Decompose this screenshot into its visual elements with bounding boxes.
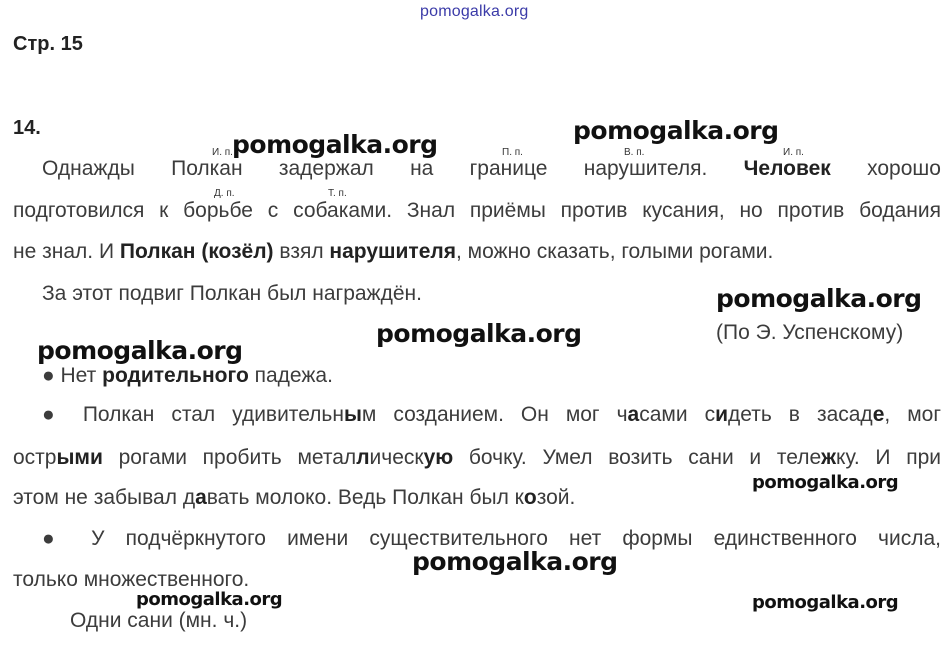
bold-run: а [627,403,640,426]
text-run: этом не забывал д [13,486,196,509]
text-run: м созданием. Он мог ч [361,403,628,426]
bold-run: е [872,403,885,426]
task-number: 14. [13,117,41,139]
word: Полкан [171,157,243,180]
bold-run: ж [821,446,837,469]
bold-run: о [523,486,537,509]
text-run: борьбе [183,199,253,222]
bold-run: ую [423,446,454,469]
bullet-2-line-2 [13,446,941,470]
text-run: подготовился к [13,199,184,222]
bold-run: ыми [56,446,103,469]
watermark: pomogalka.org [752,592,899,613]
story-line-4: За этот подвиг Полкан был награждён. [42,282,422,305]
text-run: зой. [536,486,576,509]
bold-run: и [715,403,728,426]
grammar-mark-pp: П. п. [502,147,523,158]
grammar-mark-dp: Д. п. [214,188,235,199]
text-run: взял [273,240,330,263]
text-run: деть в засад [728,403,873,426]
watermark: pomogalka.org [716,284,922,313]
bold-run: а [195,486,207,509]
text-run: вать молоко. Ведь Полкан был к [206,486,524,509]
watermark: pomogalka.org [752,472,899,493]
bullet-1 [42,364,333,388]
story-line-2 [13,199,941,223]
watermark: pomogalka.org [37,336,243,365]
bold-run: ы [343,403,362,426]
text-run: остр [13,446,57,469]
page-label: Стр. 15 [13,33,83,55]
word-bold: Человек [743,157,831,180]
text-run: . Знал приёмы против кусания, но против бодания [386,199,942,222]
text-run: ическ [369,446,424,469]
watermark: pomogalka.org [573,116,779,145]
text-run: , мог [884,403,941,426]
text-run: рогами пробить метал [102,446,357,469]
grammar-mark-tp: Т. п. [328,188,347,199]
text-run: , можно сказать, голыми рогами. [455,240,774,263]
word: на [410,157,434,180]
watermark: pomogalka.org [232,130,438,159]
text-run: бочку. Умел возить сани и теле [453,446,822,469]
bullet-2-line-1 [42,403,941,427]
story-line-1 [42,157,941,181]
grammar-mark-im-2: И. п. [783,147,804,158]
text-run: ● Нет [42,364,103,387]
word: границе [469,157,548,180]
grammar-mark-vp: В. п. [624,147,645,158]
story-line-3 [13,240,773,264]
watermark: pomogalka.org [136,589,283,610]
bold-run: нарушителя [329,240,456,263]
watermark: pomogalka.org [412,547,618,576]
bold-run: родительного [102,364,249,387]
text-run: ку. И при [836,446,941,469]
watermark: pomogalka.org [376,319,582,348]
top-watermark: pomogalka.org [420,3,529,20]
bold-run: л [356,446,370,469]
story-source: (По Э. Успенскому) [716,321,904,344]
text-run: собаками [293,199,387,222]
text-run: ● Полкан стал удивительн [42,403,344,426]
text-run: с [252,199,294,222]
text-run: сами с [639,403,716,426]
grammar-mark-im: И. п. [212,147,233,158]
bullet-2-line-3 [13,486,575,510]
word: задержал [278,157,374,180]
word: нарушителя. [583,157,708,180]
example-line: Одни сани (мн. ч.) [70,609,248,632]
bullet-3-line-1: ● У подчёркнутого имени существительного нет формы единственного числа, [42,527,941,550]
text-run: не знал. И [13,240,120,263]
bullet-3-line-2: только множественного. [13,568,250,591]
bold-run: Полкан (козёл) [119,240,274,263]
word: Однажды [42,157,135,180]
word: хорошо [867,157,941,180]
text-run: падежа. [248,364,333,387]
